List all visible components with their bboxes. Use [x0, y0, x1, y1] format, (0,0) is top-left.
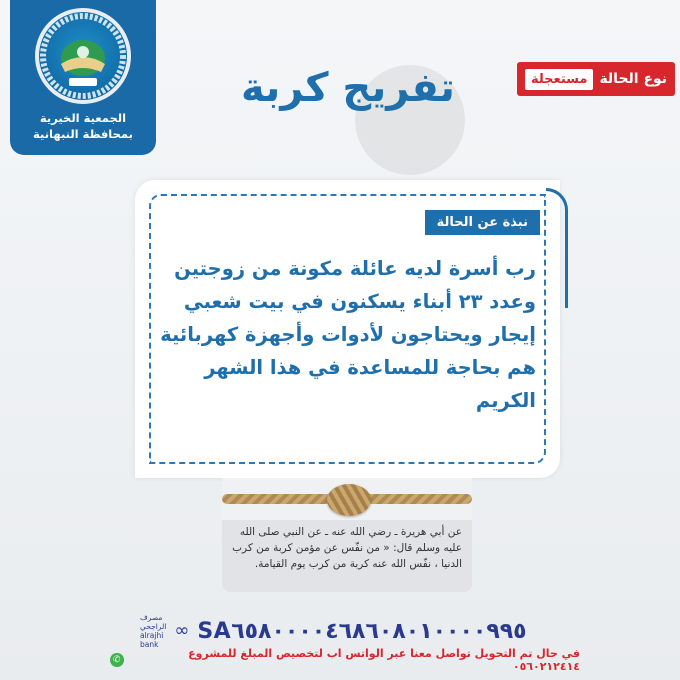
logo-caption-line1: الجمعية الخيرية: [39, 111, 127, 125]
bank-name-en: alrajhi bank: [140, 631, 164, 649]
about-case-tag: نبذة عن الحالة: [425, 210, 540, 235]
rope-knot-image: [222, 478, 472, 520]
hadith-text: عن أبي هريرة ـ رضي الله عنه ـ عن النبي صلى الله عليه وسلم قال: « من نفّس عن مؤمن كربة من كرب الدنيا ، نفّس الله عنه كربة من كرب يوم القيامة.: [222, 520, 472, 592]
case-type-badge: [517, 62, 675, 96]
knot-icon: [327, 484, 371, 516]
bank-name-ar: مصرف الراجحي: [140, 613, 167, 631]
logo-seal-icon: [35, 8, 131, 104]
contact-footer: [110, 647, 580, 673]
organization-logo: [10, 0, 156, 155]
logo-caption-line2: بمحافظة النبهانية: [33, 127, 133, 141]
logo-caption: [33, 110, 133, 142]
case-card: [135, 180, 560, 478]
bank-account-row: [140, 613, 527, 649]
case-type-value: مستعجلة: [525, 69, 593, 90]
case-type-label: نوع الحالة: [599, 71, 668, 87]
page-title: تفريج كربة: [241, 65, 455, 111]
case-description: رب أسرة لديه عائلة مكونة من زوجتين وعدد ٢٣ أبناء يسكنون في بيت شعبي إيجار ويحتاجون لأدوات وأجهزة كهربائية هم بحاجة للمساعدة في هذا الشهر الكريم: [160, 257, 536, 412]
card-corner-decoration: [546, 188, 568, 308]
whatsapp-icon[interactable]: ✆: [110, 653, 124, 667]
bank-symbol-icon: ∞: [174, 620, 190, 641]
iban-number[interactable]: SA٦٥٨٠٠٠٠٤٦٨٦٠٨٠١٠٠٠٠٩٩٥: [197, 618, 527, 644]
bank-logo: [140, 613, 166, 649]
footer-text: في حال تم التحويل تواصل معنا عبر الواتس اب لتخصيص المبلغ للمشروع ٠٥٦٠٢١٢٤١٤: [188, 647, 580, 673]
